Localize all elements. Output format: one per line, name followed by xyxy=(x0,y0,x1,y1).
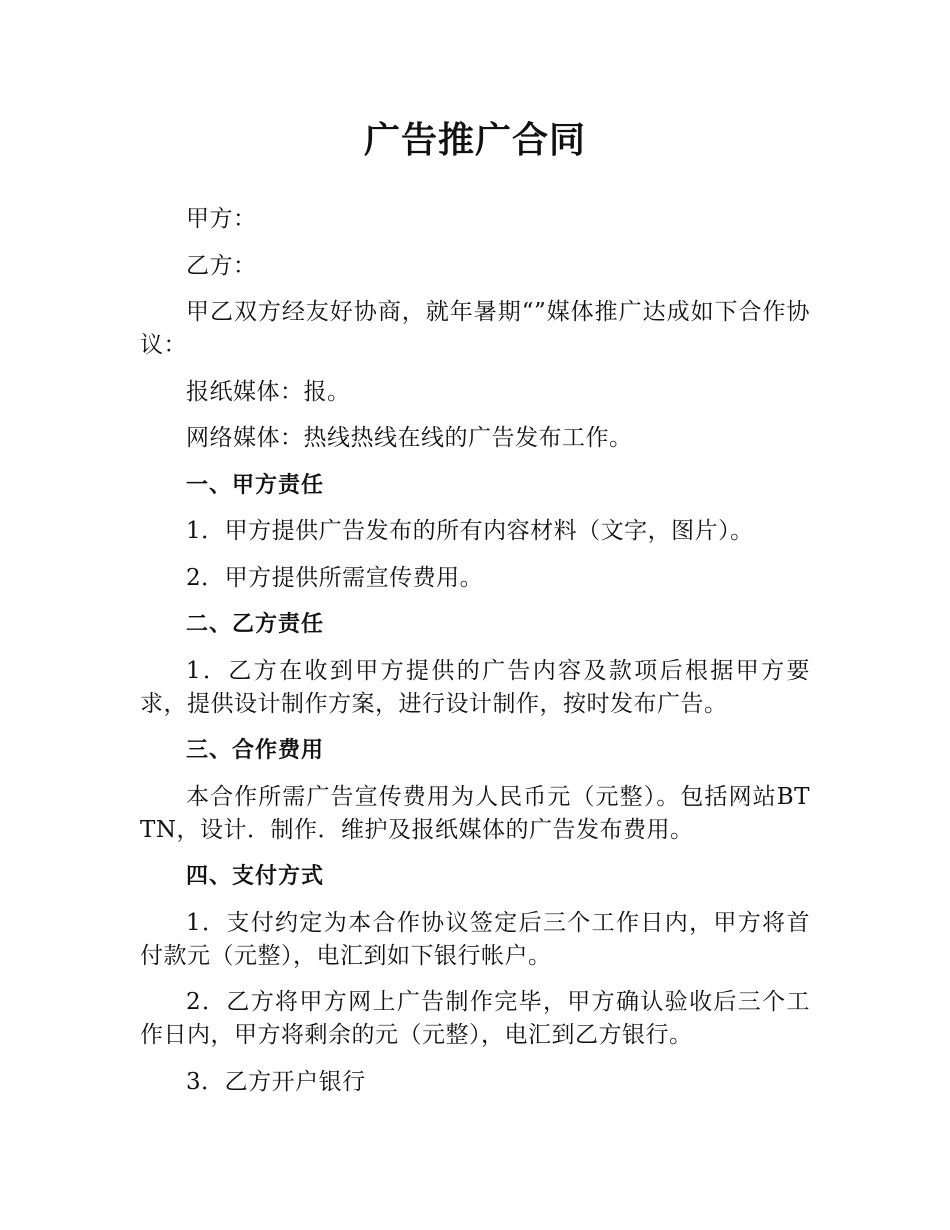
document-title: 广告推广合同 xyxy=(363,120,586,161)
section-heading-cooperation-fee: 三、合作费用 xyxy=(186,738,325,763)
section-heading-party-a-duties: 一、甲方责任 xyxy=(186,472,325,498)
clause-paragraph: 1．乙方在收到甲方提供的广告内容及款项后根据甲方要求，提供设计制作方案，进行设计制作，按时发布广告。 xyxy=(140,657,810,717)
intro-paragraph: 甲乙双方经友好协商，就年暑期“”媒体推广达成如下合作协议： xyxy=(140,299,810,358)
clause-paragraph: 3．乙方开户银行 xyxy=(186,1068,366,1095)
party-b-line: 乙方： xyxy=(186,252,257,279)
clause-paragraph: 1．甲方提供广告发布的所有内容材料（文字，图片）。 xyxy=(186,518,754,544)
clause-paragraph: 2．乙方将甲方网上广告制作完毕，甲方确认验收后三个工作日内，甲方将剩余的元（元整），电汇到乙方银行。 xyxy=(140,989,810,1048)
clause-paragraph: 1．支付约定为本合作协议签定后三个工作日内，甲方将首付款元（元整），电汇到如下银行帐户。 xyxy=(140,909,810,969)
clause-paragraph: 本合作所需广告宣传费用为人民币元（元整）。包括网站BTTN，设计．制作．维护及报纸媒体的广告发布费用。 xyxy=(140,783,810,843)
party-a-line: 甲方： xyxy=(186,206,257,232)
document-body xyxy=(140,203,810,1112)
online-media-line: 网络媒体：热线热线在线的广告发布工作。 xyxy=(186,425,633,451)
section-heading-payment-method: 四、支付方式 xyxy=(186,864,325,889)
newspaper-media-line: 报纸媒体：报。 xyxy=(186,378,351,405)
section-heading-party-b-duties: 二、乙方责任 xyxy=(186,612,325,637)
clause-paragraph: 2．甲方提供所需宣传费用。 xyxy=(186,564,484,591)
